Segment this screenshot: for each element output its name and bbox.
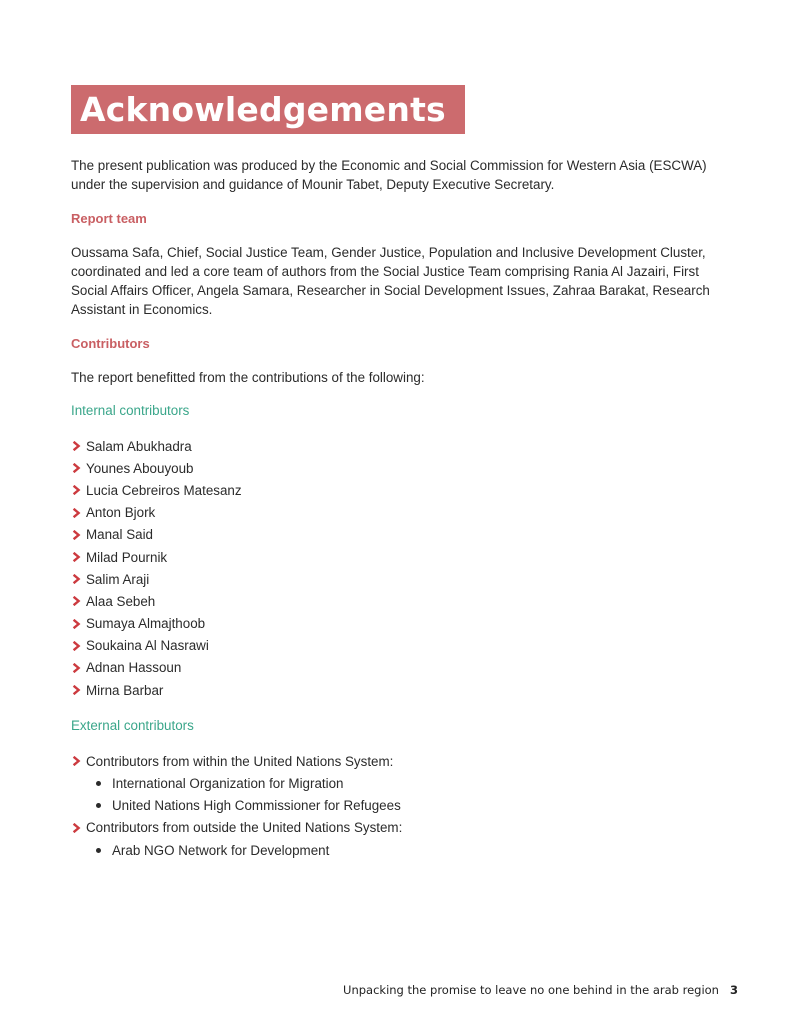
- list-item: [71, 502, 739, 524]
- chevron-right-icon: [71, 441, 81, 451]
- contributor-sublist: [71, 839, 739, 861]
- contributors-paragraph: The report benefitted from the contributions of the following:: [71, 370, 425, 385]
- bullet-icon: [96, 803, 101, 808]
- contributor-organization: United Nations High Commissioner for Refugees: [112, 798, 401, 814]
- list-item: [71, 546, 739, 568]
- external-contributors-list: [71, 750, 739, 861]
- chevron-right-icon: [71, 641, 81, 651]
- contributor-name: Salam Abukhadra: [86, 438, 192, 454]
- chevron-right-icon: [71, 463, 81, 473]
- intro-paragraph: The present publication was produced by the Economic and Social Commission for Western Asia (ESCWA) under the supervision and guidance of Mounir Tabet, Deputy Executive Secretary.: [71, 158, 707, 192]
- chevron-right-icon: [71, 596, 81, 606]
- list-item: [71, 657, 739, 679]
- list-item: [71, 613, 739, 635]
- list-item: [71, 590, 739, 612]
- page-title: Acknowledgements: [80, 90, 446, 129]
- page-footer: [343, 983, 738, 997]
- list-item: [71, 568, 739, 590]
- contributor-name: Soukaina Al Nasrawi: [86, 638, 209, 654]
- contributor-group-label: Contributors from outside the United Nations System:: [86, 820, 403, 836]
- chevron-right-icon: [71, 574, 81, 584]
- page-number: 3: [729, 983, 738, 997]
- internal-contributors-list: [71, 435, 739, 701]
- contributor-name: Anton Bjork: [86, 505, 156, 521]
- list-item: [71, 635, 739, 657]
- chevron-right-icon: [71, 530, 81, 540]
- external-contributors-heading: External contributors: [71, 718, 194, 734]
- contributor-name: Adnan Hassoun: [86, 660, 182, 676]
- contributor-group-label: Contributors from within the United Nations System:: [86, 753, 394, 769]
- contributor-name: Milad Pournik: [86, 549, 168, 565]
- list-item: [71, 524, 739, 546]
- chevron-right-icon: [71, 823, 81, 833]
- chevron-right-icon: [71, 485, 81, 495]
- list-item: [71, 817, 739, 861]
- chevron-right-icon: [71, 663, 81, 673]
- internal-contributors-heading: Internal contributors: [71, 403, 190, 418]
- chevron-right-icon: [71, 508, 81, 518]
- contributor-sublist: [71, 772, 739, 816]
- contributor-name: Alaa Sebeh: [86, 593, 156, 609]
- report-team-heading: Report team: [71, 211, 147, 226]
- contributor-name: Mirna Barbar: [86, 682, 164, 698]
- chevron-right-icon: [71, 619, 81, 629]
- contributor-name: Lucia Cebreiros Matesanz: [86, 482, 242, 498]
- contributor-name: Sumaya Almajthoob: [86, 616, 206, 632]
- contributor-name: Younes Abouyoub: [86, 460, 194, 476]
- contributor-organization: Arab NGO Network for Development: [112, 842, 330, 858]
- list-item: [71, 839, 739, 861]
- list-item: [71, 679, 739, 701]
- chevron-right-icon: [71, 552, 81, 562]
- bullet-icon: [96, 848, 101, 853]
- contributor-name: Salim Araji: [86, 571, 150, 587]
- chevron-right-icon: [71, 756, 81, 766]
- bullet-icon: [96, 781, 101, 786]
- contributors-heading: Contributors: [71, 336, 150, 351]
- list-item: [71, 479, 739, 501]
- footer-title: Unpacking the promise to leave no one behind in the arab region: [343, 983, 719, 997]
- contributor-group-row: [71, 750, 739, 772]
- list-item: [71, 457, 739, 479]
- contributor-group-row: [71, 817, 739, 839]
- chevron-right-icon: [71, 685, 81, 695]
- list-item: [71, 435, 739, 457]
- report-team-paragraph: Oussama Safa, Chief, Social Justice Team, Gender Justice, Population and Inclusive Development Cluster, coordinated and led a core team of authors from the Social Justice Team comprising Rania Al Jazairi, First Social Affairs Officer, Angela Samara, Researcher in Social Development Issues, Zahraa Barakat, Research Assistant in Economics.: [71, 245, 710, 317]
- contributor-name: Manal Said: [86, 527, 153, 543]
- acknowledgements-body: [71, 156, 739, 861]
- title-banner: [71, 85, 465, 134]
- list-item: [71, 795, 739, 817]
- list-item: [71, 750, 739, 817]
- list-item: [71, 772, 739, 794]
- contributor-organization: International Organization for Migration: [112, 776, 344, 792]
